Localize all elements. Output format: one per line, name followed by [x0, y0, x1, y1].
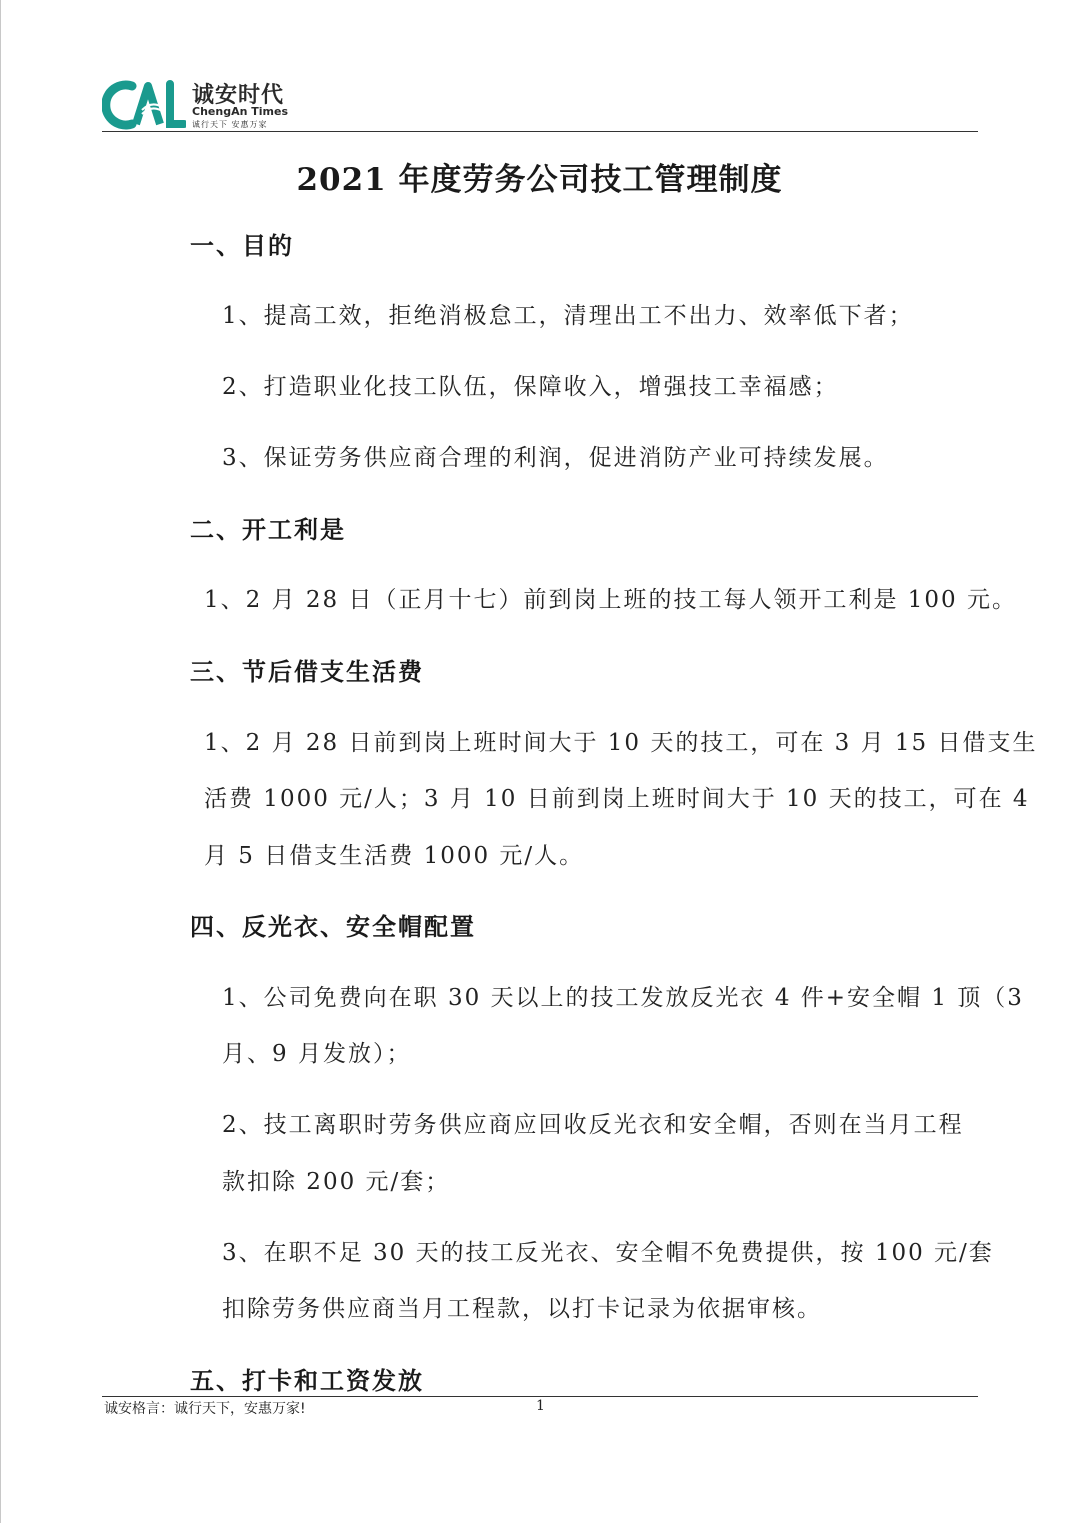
paragraph: 3、保证劳务供应商合理的利润，促进消防产业可持续发展。 — [222, 445, 889, 471]
paragraph: 3、在职不足 30 天的技工反光衣、安全帽不免费提供，按 100 元/套 — [222, 1240, 994, 1266]
section-heading-safety-gear: 四、反光衣、安全帽配置 — [190, 912, 476, 941]
header-divider — [102, 131, 978, 132]
paragraph: 1、2 月 28 日（正月十七）前到岗上班的技工每人领开工利是 100 元。 — [204, 587, 1017, 613]
paragraph: 活费 1000 元/人；3 月 10 日前到岗上班时间大于 10 天的技工，可在 4 — [204, 786, 1030, 812]
chengan-logo-icon — [102, 78, 186, 130]
paragraph: 扣除劳务供应商当月工程款，以打卡记录为依据审核。 — [222, 1296, 822, 1322]
paragraph: 2、技工离职时劳务供应商应回收反光衣和安全帽，否则在当月工程 — [222, 1112, 964, 1138]
footer-divider — [102, 1396, 978, 1397]
section-heading-attendance-pay: 五、打卡和工资发放 — [190, 1366, 424, 1395]
logo-chinese-name: 诚安时代 — [192, 83, 285, 108]
footer-motto: 诚安格言：诚行天下，安惠万家! — [104, 1401, 306, 1417]
section-heading-living-allowance: 三、节后借支生活费 — [190, 657, 424, 686]
company-logo — [102, 78, 302, 130]
page-edge — [0, 0, 1, 1523]
paragraph: 款扣除 200 元/套； — [222, 1169, 451, 1195]
paragraph: 2、打造职业化技工队伍，保障收入，增强技工幸福感； — [222, 374, 839, 400]
logo-slogan: 诚行天下 安惠万家 — [192, 120, 268, 129]
paragraph: 1、公司免费向在职 30 天以上的技工发放反光衣 4 件+安全帽 1 顶（3 — [222, 985, 1024, 1011]
document-title: 2021 年度劳务公司技工管理制度 — [296, 162, 783, 198]
section-heading-bonus: 二、开工利是 — [190, 515, 346, 544]
page-number: 1 — [536, 1398, 545, 1414]
paragraph: 月、9 月发放）； — [222, 1041, 412, 1067]
section-heading-purpose: 一、目的 — [190, 231, 294, 260]
paragraph: 月 5 日借支生活费 1000 元/人。 — [204, 843, 585, 869]
paragraph: 1、提高工效，拒绝消极怠工，清理出工不出力、效率低下者； — [222, 303, 914, 329]
paragraph: 1、2 月 28 日前到岗上班时间大于 10 天的技工，可在 3 月 15 日借支生 — [204, 730, 1038, 756]
logo-english-name: ChengAn Times — [192, 105, 288, 118]
